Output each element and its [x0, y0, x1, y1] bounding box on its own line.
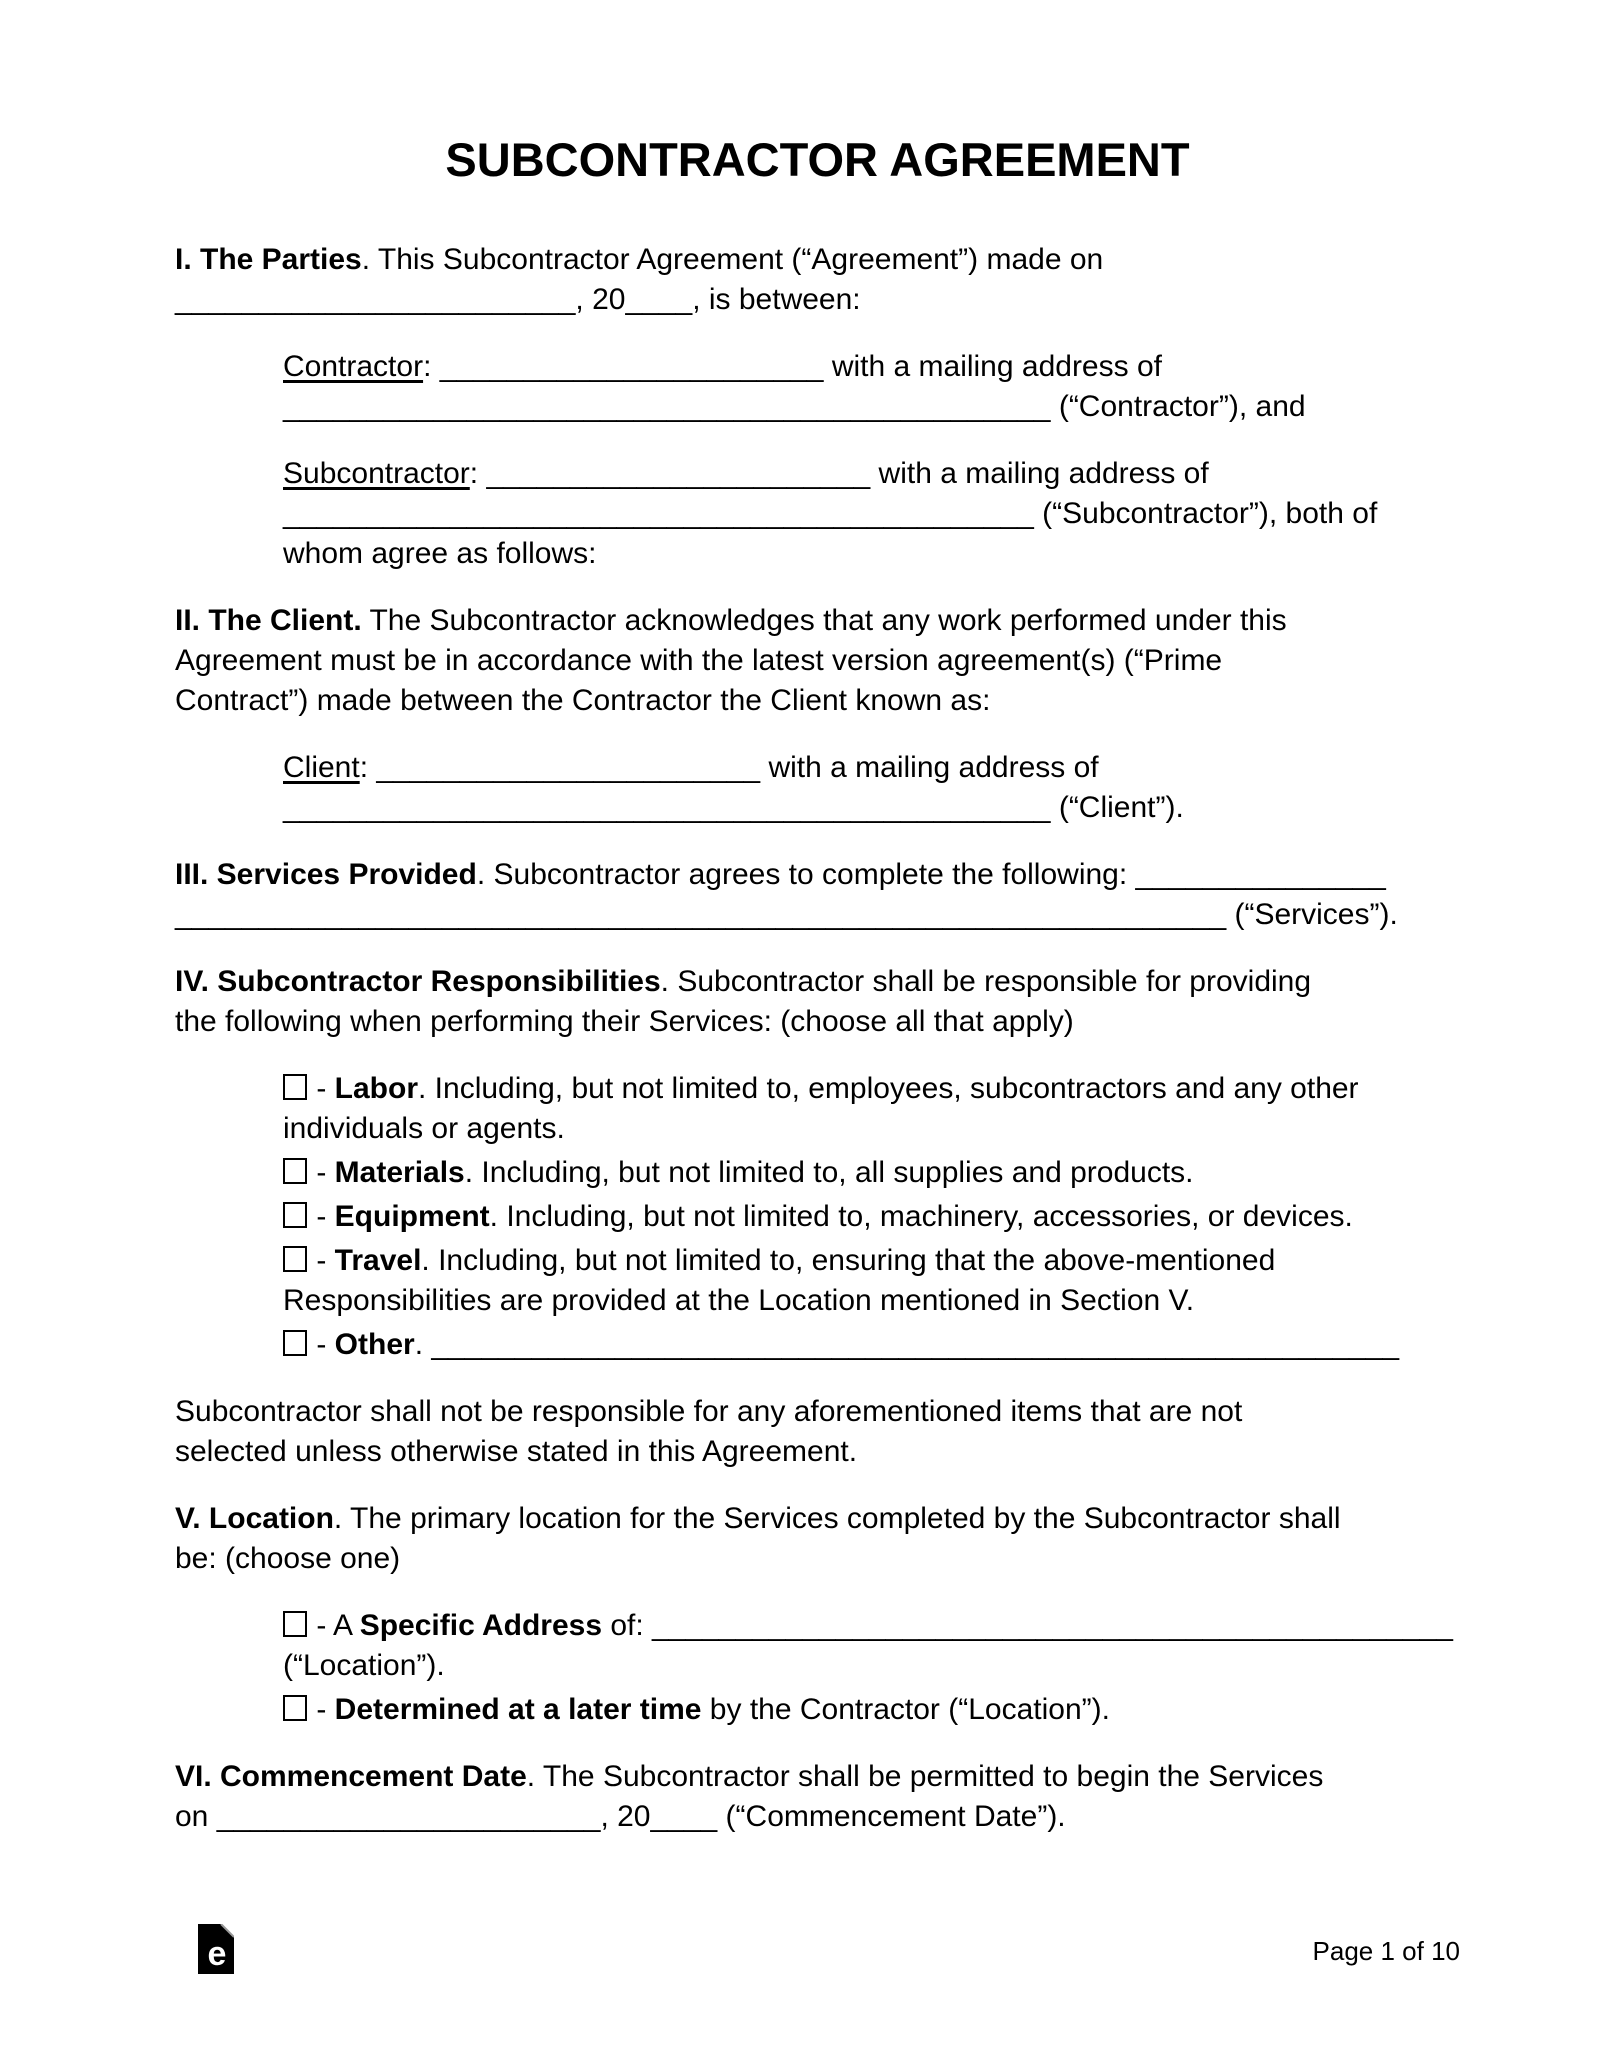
text-run: . Subcontractor agrees to complete the following: _______________	[476, 858, 1386, 891]
text-run: Equipment	[334, 1200, 490, 1233]
section-i-the-parties	[175, 240, 1460, 320]
contractor-label: Contractor	[283, 350, 424, 383]
eforms-logo-icon	[198, 1924, 234, 1974]
checkbox-item-travel	[283, 1241, 1460, 1321]
checkbox-item-labor	[283, 1069, 1460, 1149]
section-vi-heading: VI. Commencement Date	[175, 1760, 527, 1793]
section-i-heading: I. The Parties	[175, 243, 362, 276]
text-run: Labor	[334, 1072, 419, 1105]
text-run: Agreement must be in accordance with the latest version agreement(s) (“Prime	[175, 644, 1223, 677]
text-run: -	[308, 1200, 335, 1233]
text-run: selected unless otherwise stated in this Agreement.	[175, 1435, 858, 1468]
text-run: -	[308, 1244, 335, 1277]
document-body	[175, 240, 1460, 1837]
section-vi-commencement-date	[175, 1757, 1460, 1837]
text-run: Other	[334, 1328, 415, 1361]
checkbox-travel-icon[interactable]	[283, 1246, 307, 1272]
checkbox-equipment-icon[interactable]	[283, 1202, 307, 1228]
text-run: . The primary location for the Services completed by the Subcontractor shall	[333, 1502, 1341, 1535]
section-v-location	[175, 1499, 1460, 1579]
text-run: individuals or agents.	[283, 1112, 565, 1145]
text-run: _____________________________________________ (“Subcontractor”), both of	[283, 497, 1378, 530]
text-run: Travel	[334, 1244, 422, 1277]
party-subcontractor	[283, 454, 1460, 574]
text-run: Subcontractor shall not be responsible for any aforementioned items that are not	[175, 1395, 1243, 1428]
text-run: . The Subcontractor shall be permitted to begin the Services	[526, 1760, 1324, 1793]
text-run: - A	[308, 1609, 360, 1642]
text-run: . This Subcontractor Agreement (“Agreement”) made on	[361, 243, 1104, 276]
checkbox-materials-icon[interactable]	[283, 1158, 307, 1184]
text-run: of: ________________________________________________	[602, 1609, 1453, 1642]
subcontractor-label: Subcontractor	[283, 457, 470, 490]
checkbox-other-icon[interactable]	[283, 1330, 307, 1356]
text-run: Determined at a later time	[334, 1693, 702, 1726]
text-run: . Subcontractor shall be responsible for providing	[660, 965, 1312, 998]
page-footer	[0, 1922, 1600, 1982]
checkbox-item-determined-later	[283, 1690, 1460, 1730]
text-run: Specific Address	[359, 1609, 603, 1642]
party-client	[283, 748, 1460, 828]
text-run: . Including, but not limited to, employees, subcontractors and any other	[418, 1072, 1359, 1105]
text-run: by the Contractor (“Location”).	[701, 1693, 1110, 1726]
checkbox-specific-address-icon[interactable]	[283, 1611, 307, 1637]
text-run: on _______________________, 20____ (“Commencement Date”).	[175, 1800, 1066, 1833]
text-run: -	[308, 1156, 335, 1189]
text-run: ______________________________________________ (“Client”).	[283, 791, 1184, 824]
client-label: Client	[283, 751, 360, 784]
checkbox-item-specific-address	[283, 1606, 1460, 1686]
text-run: -	[308, 1693, 335, 1726]
text-run: the following when performing their Services: (choose all that apply)	[175, 1005, 1074, 1038]
text-run: Materials	[334, 1156, 465, 1189]
text-run: -	[308, 1072, 335, 1105]
text-run: . Including, but not limited to, all supplies and products.	[464, 1156, 1194, 1189]
eforms-logo-letter: e	[207, 1935, 227, 1973]
text-run: The Subcontractor acknowledges that any work performed under this	[361, 604, 1287, 637]
text-run: ________________________, 20____, is between:	[175, 283, 861, 316]
page-number: Page 1 of 10	[1312, 1936, 1460, 1966]
section-iii-heading: III. Services Provided	[175, 858, 477, 891]
section-ii-the-client	[175, 601, 1460, 721]
party-contractor	[283, 347, 1460, 427]
checkbox-item-equipment	[283, 1197, 1460, 1237]
checkbox-labor-icon[interactable]	[283, 1074, 307, 1100]
checkbox-item-other	[283, 1325, 1460, 1365]
text-run: (“Location”).	[283, 1649, 445, 1682]
text-run: Contract”) made between the Contractor the Client known as:	[175, 684, 991, 717]
text-run: -	[308, 1328, 335, 1361]
text-run: . Including, but not limited to, ensuring that the above-mentioned	[421, 1244, 1276, 1277]
text-run: . __________________________________________________________	[414, 1328, 1400, 1361]
section-iv-subcontractor-responsibilities	[175, 962, 1460, 1042]
section-iii-services-provided	[175, 855, 1460, 935]
text-run: ______________________________________________ (“Contractor”), and	[283, 390, 1306, 423]
text-run: : _______________________ with a mailing address of	[469, 457, 1209, 490]
checkbox-determined-later-icon[interactable]	[283, 1695, 307, 1721]
document-title: SUBCONTRACTOR AGREEMENT	[445, 133, 1190, 186]
checkbox-item-materials	[283, 1153, 1460, 1193]
text-run: be: (choose one)	[175, 1542, 401, 1575]
text-run: . Including, but not limited to, machinery, accessories, or devices.	[489, 1200, 1353, 1233]
text-run: Responsibilities are provided at the Location mentioned in Section V.	[283, 1284, 1195, 1317]
text-run: : _______________________ with a mailing address of	[359, 751, 1099, 784]
text-run: : _______________________ with a mailing address of	[423, 350, 1162, 383]
section-iv-heading: IV. Subcontractor Responsibilities	[175, 965, 661, 998]
section-v-heading: V. Location	[175, 1502, 334, 1535]
responsibilities-disclaimer	[175, 1392, 1460, 1472]
section-ii-heading: II. The Client.	[175, 604, 362, 637]
text-run: _______________________________________________________________ (“Services”).	[175, 898, 1398, 931]
text-run: whom agree as follows:	[283, 537, 597, 570]
